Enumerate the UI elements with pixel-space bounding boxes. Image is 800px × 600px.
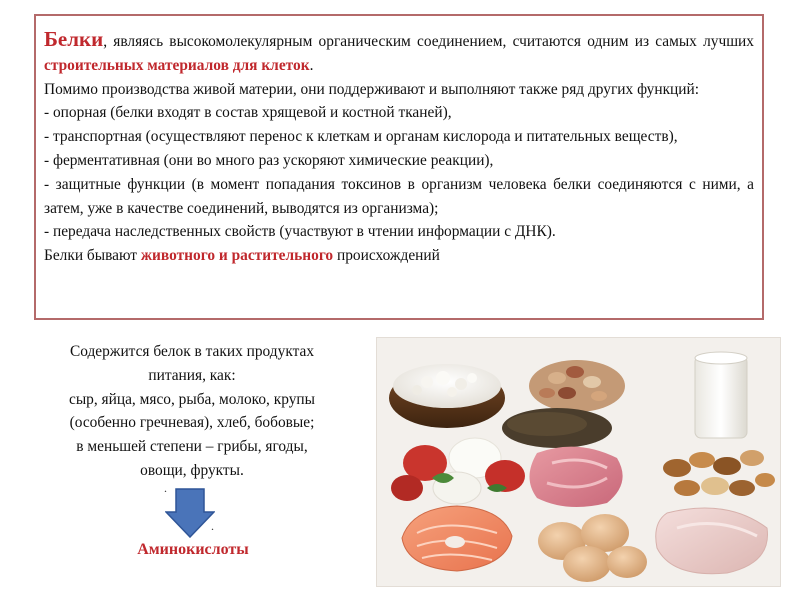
function-item: - ферментативная (они во много раз ускоряют химические реакции),	[44, 151, 494, 169]
protein-foods-photo	[376, 337, 781, 587]
products-line: Содержится белок в таких продуктах	[69, 343, 315, 360]
mozzarella-tomatoes-icon	[391, 438, 525, 504]
dot-marker: .	[211, 519, 214, 533]
down-arrow-icon	[165, 488, 215, 538]
milk-glass-icon	[695, 352, 747, 438]
salmon-steak-icon	[402, 506, 512, 571]
origin-start: Белки бывают	[44, 247, 141, 265]
products-line: в меньшей степени – грибы, ягоды,	[76, 438, 308, 456]
origin-paragraph	[44, 244, 754, 268]
amino-acids-label: Аминокислоты	[137, 541, 249, 558]
intro-highlight: строительных материалов для клеток	[44, 56, 310, 74]
intro-paragraph	[44, 28, 754, 78]
function-item: - защитные функции (в момент попадания токсинов в организм человека белки соединяются с ними, а затем, уже в качестве соединений, выводятся из организма);	[44, 175, 754, 217]
chicken-breast-icon	[656, 508, 768, 574]
products-line: питания, как:	[148, 366, 236, 384]
products-line: (особенно гречневая), хлеб, бобовые;	[69, 414, 315, 432]
products-line: овощи, фрукты.	[140, 461, 244, 479]
origin-highlight: животного и растительного	[140, 247, 334, 265]
cottage-cheese-icon	[389, 364, 505, 428]
raw-meat-icon	[530, 447, 623, 507]
beans-icon	[529, 360, 625, 412]
title-word: Белки	[44, 27, 104, 51]
function-item: - транспортная (осуществляют перенос к клеткам и органам кислорода и питательных веществ),	[44, 128, 678, 146]
buckwheat-icon	[502, 408, 612, 448]
function-item: - опорная (белки входят в состав хрящевой и костной тканей),	[44, 104, 452, 122]
nuts-icon	[663, 450, 775, 496]
origin-end: происхождений	[333, 247, 440, 265]
protein-definition-box	[34, 14, 764, 320]
dot-marker: .	[164, 481, 167, 495]
function-item: - передача наследственных свойств (участвуют в чтении информации с ДНК).	[44, 223, 556, 241]
products-line: сыр, яйца, мясо, рыба, молоко, крупы	[68, 390, 315, 408]
eggs-icon	[538, 514, 647, 582]
intro-text: , являясь высокомолекулярным органическим соединением, считаются одним из самых лучших	[103, 33, 754, 50]
functions-intro: Помимо производства живой материи, они поддерживают и выполняют также ряд других функций:	[44, 80, 700, 98]
intro-end: .	[309, 56, 314, 74]
protein-products-text	[22, 340, 362, 483]
